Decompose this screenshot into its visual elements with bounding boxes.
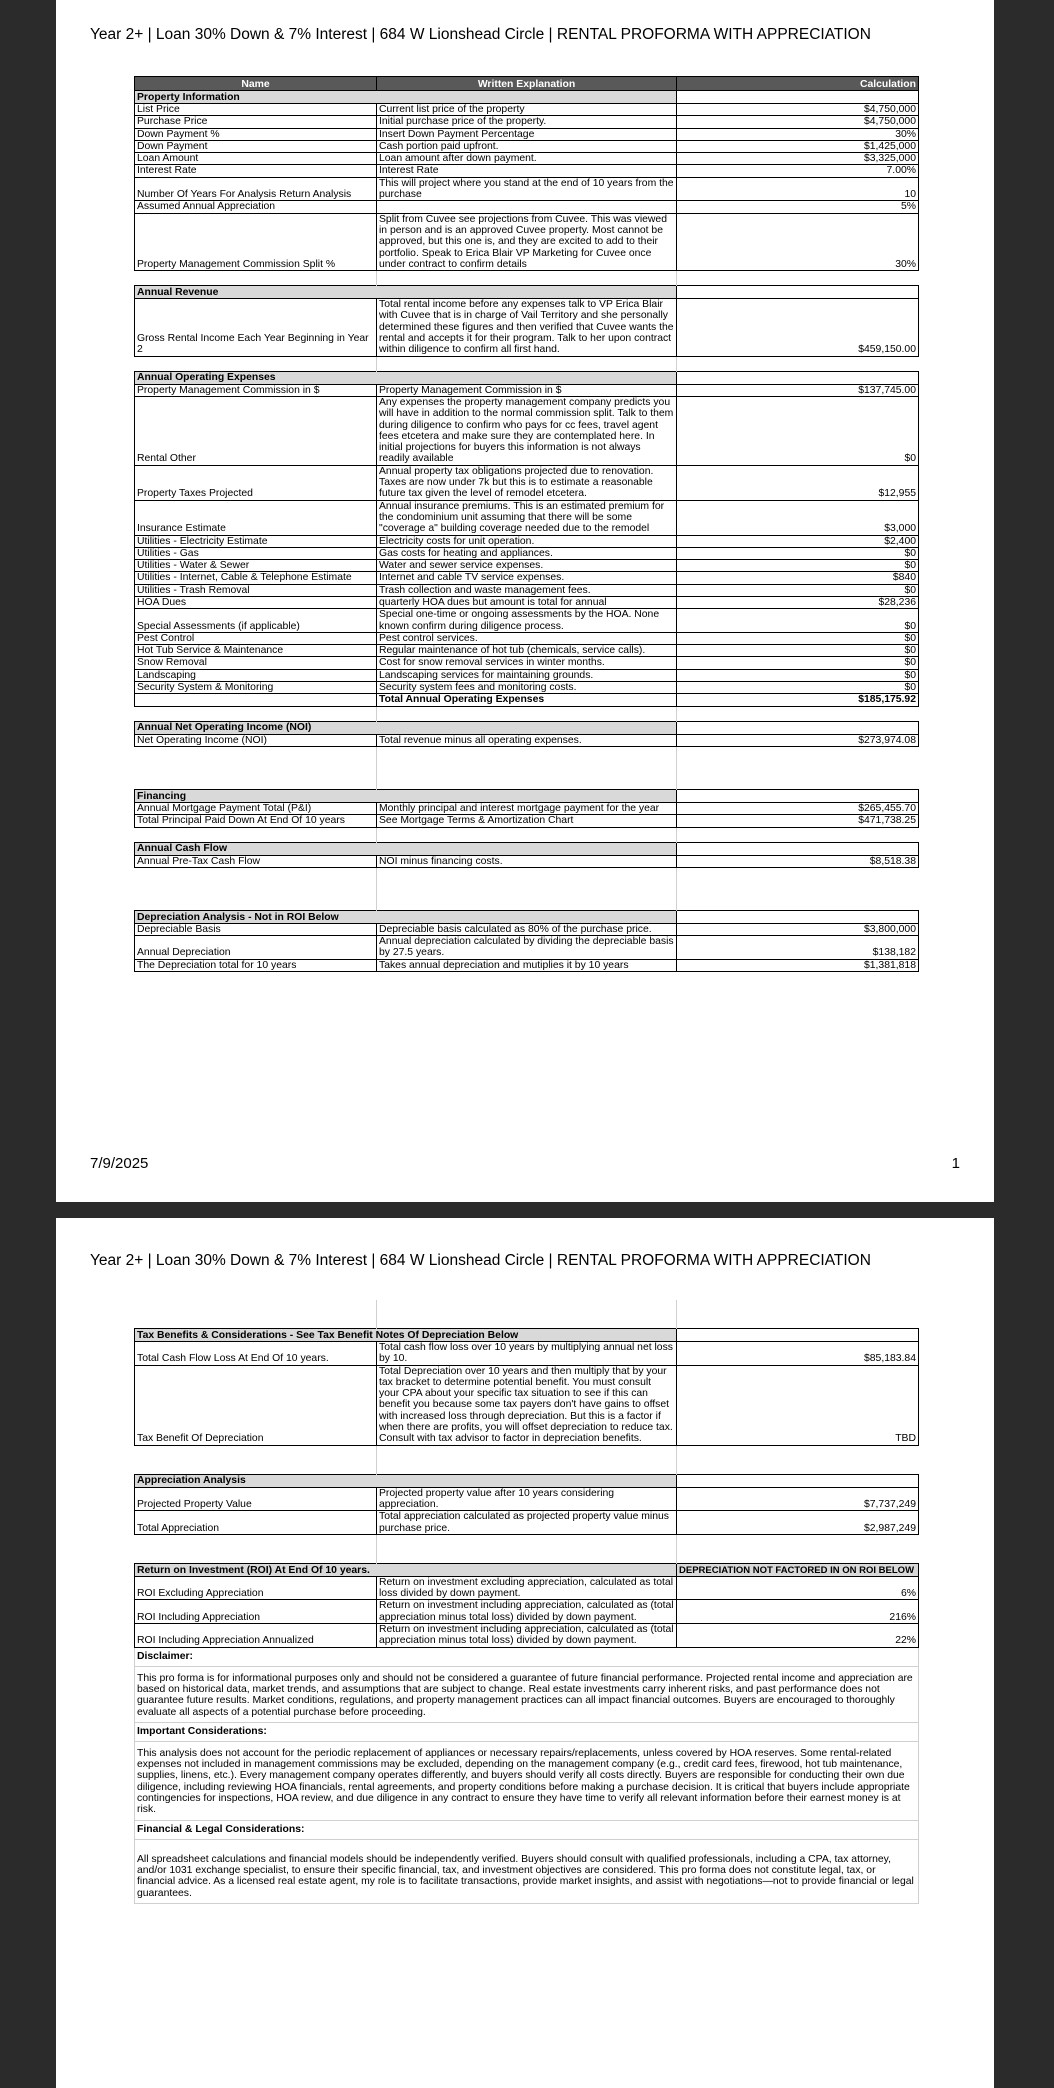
spacer-row [135,706,919,721]
spacer-row [135,1314,919,1329]
row-value: $265,455.70 [677,802,919,814]
disclaimer-heading-row [135,1647,919,1666]
row-explanation: Interest Rate [377,165,677,177]
table-row [135,584,919,596]
row-name: Gross Rental Income Each Year Beginning in Year 2 [135,299,377,356]
row-explanation: Takes annual depreciation and mutiplies it by 10 years [377,959,677,971]
section-operating-expenses [135,371,919,694]
row-explanation: Total rental income before any expenses talk to VP Erica Blair with Cuvee that is in charge of Vail Territory and she personally determined these figures and then verified that Cuvee wants the rental and accepts it for their program. Talk to her upon contract within diligence to confirm all first hand. [377,299,677,356]
row-explanation: Cash portion paid upfront. [377,140,677,152]
page-header-title: Year 2+ | Loan 30% Down & 7% Interest | 684 W Lionshead Circle | RENTAL PROFORMA WITH APPRECIATION [90,1252,871,1269]
section-title: Tax Benefits & Considerations - See Tax Benefit Notes Of Depreciation Below [135,1329,677,1342]
table-row [135,959,919,971]
row-value: $7,737,249 [677,1487,919,1511]
section-cash-flow [135,842,919,867]
row-explanation: Total cash flow loss over 10 years by multiplying annual net loss by 10. [377,1342,677,1366]
row-explanation: Total appreciation calculated as projected property value minus purchase price. [377,1511,677,1535]
row-explanation: Annual depreciation calculated by dividing the depreciable basis by 27.5 years. [377,936,677,960]
row-value: $0 [677,560,919,572]
row-name: Down Payment % [135,128,377,140]
spacer-row [135,882,919,896]
table-row [135,1365,919,1445]
row-name: Pest Control [135,632,377,644]
important-text: This analysis does not account for the periodic replacement of appliances or necessary repairs/replacements, unless covered by HOA reserves. Some rental-related expenses not included in management commissions may be excluded, depending on the management company (e.g., credit card fees, firewood, hot tub maintenance, supplies, linens, etc.). Every management company operates differently, and buyers should verify all costs directly. Buyers are responsible for conducting their own due diligence, including reviewing HOA financials, rental agreements, and property conditions before making a purchase decision. It is critical that buyers include appropriate contingencies for inspections, HOA review, and due diligence in any contract to ensure they have time to verify all relevant information before their earnest money is at risk. [135,1741,919,1820]
row-explanation: Trash collection and waste management fees. [377,584,677,596]
row-name: Rental Other [135,396,377,465]
section-heading-row [135,1474,919,1487]
section-roi [135,1563,919,1647]
row-explanation: NOI minus financing costs. [377,855,677,867]
row-name: Number Of Years For Analysis Return Analysis [135,177,377,201]
spacer-row [135,1460,919,1475]
table-row [135,632,919,644]
section-title: Annual Revenue [135,286,677,299]
row-value: $3,325,000 [677,153,919,165]
table-row [135,1511,919,1535]
row-value: TBD [677,1365,919,1445]
row-value: $840 [677,572,919,584]
section-property-information [135,91,919,271]
row-name: Utilities - Trash Removal [135,584,377,596]
row-explanation: See Mortgage Terms & Amortization Chart [377,815,677,827]
row-value: 30% [677,128,919,140]
section-title: Depreciation Analysis - Not in ROI Below [135,910,677,923]
important-title: Important Considerations: [135,1722,919,1741]
spacer [135,271,919,286]
section-heading-row [135,721,919,734]
important-text-row [135,1741,919,1820]
section-appreciation [135,1474,919,1534]
row-value: $4,750,000 [677,104,919,116]
legal-heading-row [135,1820,919,1839]
row-value: $137,745.00 [677,384,919,396]
row-value: $2,400 [677,535,919,547]
table-row [135,1576,919,1600]
row-name: List Price [135,104,377,116]
spacer [135,1300,919,1329]
row-name: Loan Amount [135,153,377,165]
row-name: Annual Depreciation [135,936,377,960]
row-explanation: Landscaping services for maintaining grounds. [377,669,677,681]
row-value: $1,425,000 [677,140,919,152]
row-name: Annual Pre-Tax Cash Flow [135,855,377,867]
section-annual-revenue [135,286,919,356]
row-name: Property Taxes Projected [135,465,377,500]
table-row [135,465,919,500]
section-heading-row [135,842,919,855]
table-row [135,923,919,935]
row-name: Interest Rate [135,165,377,177]
row-name: Net Operating Income (NOI) [135,734,377,746]
row-explanation: Regular maintenance of hot tub (chemicals, service calls). [377,645,677,657]
table-row [135,153,919,165]
row-name: Depreciable Basis [135,923,377,935]
spacer [135,746,919,789]
row-name: ROI Including Appreciation Annualized [135,1624,377,1648]
table-row [135,1342,919,1366]
proforma-table-page-1 [134,76,919,972]
row-name: Total Cash Flow Loss At End Of 10 years. [135,1342,377,1366]
row-explanation: Insert Down Payment Percentage [377,128,677,140]
row-explanation: Initial purchase price of the property. [377,116,677,128]
spacer-row [135,356,919,371]
footer-page-number: 1 [951,1155,960,1172]
table-row [135,1600,919,1624]
important-heading-row [135,1722,919,1741]
roi-note: DEPRECIATION NOT FACTORED IN ON ROI BELOW [677,1563,919,1576]
table-row [135,596,919,608]
table-row [135,669,919,681]
table-row [135,560,919,572]
table-row-total-expenses [135,694,919,706]
row-value: $28,236 [677,596,919,608]
row-value: 5% [677,201,919,213]
row-explanation: Return on investment including appreciation, calculated as (total appreciation minus total loss) divided by down payment. [377,1624,677,1648]
footer-date: 7/9/2025 [90,1155,149,1172]
spacer-row [135,1534,919,1549]
row-explanation: Annual property tax obligations projected due to renovation. Taxes are now under 7k but this is to estimate a reasonable future tax given the level of remodel etcetera. [377,465,677,500]
row-value: 30% [677,213,919,270]
row-name: Purchase Price [135,116,377,128]
section-heading-row [135,1563,919,1576]
spacer-row [135,271,919,286]
row-name: Utilities - Gas [135,547,377,559]
table-row [135,657,919,669]
table-row [135,645,919,657]
disclaimer-text: This pro forma is for informational purposes only and should not be considered a guarantee of future financial performance. Projected rental income and appreciation are based on historical data, market trends, and assumptions that are subject to change. Real estate investments carry inherent risks, and past performance does not guarantee future results. Market conditions, regulations, and property management practices can all impact financial outcomes. Buyers are encouraged to thoroughly evaluate all aspects of a potential purchase before proceeding. [135,1666,919,1722]
spacer [135,1534,919,1563]
row-explanation: Annual insurance premiums. This is an estimated premium for the condominium unit assuming that there will be some "coverage a" building coverage needed due to the remodel [377,500,677,535]
spacer-row [135,746,919,761]
row-value: $471,738.25 [677,815,919,827]
row-explanation [377,201,677,213]
row-value: $0 [677,669,919,681]
table-row [135,299,919,356]
table-row [135,734,919,746]
page-1 [56,0,994,1202]
table-row [135,609,919,633]
table-row [135,936,919,960]
table-row [135,104,919,116]
row-explanation: Split from Cuvee see projections from Cuvee. This was viewed in person and is an approved Cuvee property. Most cannot be approved, but this one is, and they are excited to add to their portfolio. Speak to Erica Blair VP Marketing for Cuvee once under contract to confirm details [377,213,677,270]
row-name: Security System & Monitoring [135,682,377,694]
table-row [135,384,919,396]
section-title: Financing [135,789,677,802]
section-title: Annual Net Operating Income (NOI) [135,721,677,734]
row-explanation: This will project where you stand at the end of 10 years from the purchase [377,177,677,201]
column-header-name: Name [135,77,377,91]
section-noi [135,721,919,746]
row-explanation: Return on investment excluding appreciation, calculated as total loss divided by down payment. [377,1576,677,1600]
row-explanation: Any expenses the property management company predicts you will have in addition to the normal commission split. Talk to them during diligence to confirm who pays for cc fees, travel agent fees etcetera and make sure they are contemplated here. In initial projections for buyers this information is not always readily available [377,396,677,465]
row-explanation: Return on investment including appreciation, calculated as (total appreciation minus total loss) divided by down payment. [377,1600,677,1624]
disclaimer-title: Disclaimer: [135,1647,919,1666]
row-explanation: Monthly principal and interest mortgage payment for the year [377,802,677,814]
row-name: Assumed Annual Appreciation [135,201,377,213]
row-value: 6% [677,1576,919,1600]
row-name: Utilities - Water & Sewer [135,560,377,572]
column-header-row [135,77,919,91]
row-value: 7.00% [677,165,919,177]
section-title: Appreciation Analysis [135,1474,677,1487]
table-row [135,201,919,213]
section-tax-benefits [135,1329,919,1446]
section-heading-row [135,91,919,104]
table-row [135,128,919,140]
section-title: Return on Investment (ROI) At End Of 10 years. [135,1563,677,1576]
table-row [135,535,919,547]
row-explanation: Internet and cable TV service expenses. [377,572,677,584]
row-name: ROI Including Appreciation [135,1600,377,1624]
row-name: Total Principal Paid Down At End Of 10 years [135,815,377,827]
spacer-row [135,1300,919,1314]
table-row [135,116,919,128]
table-row [135,1624,919,1648]
section-title: Property Information [135,91,677,104]
table-row [135,802,919,814]
row-name: ROI Excluding Appreciation [135,1576,377,1600]
table-row [135,855,919,867]
row-explanation: Cost for snow removal services in winter months. [377,657,677,669]
row-value: $1,381,818 [677,959,919,971]
section-title: Annual Operating Expenses [135,371,677,384]
spacer [135,1445,919,1474]
row-name: Insurance Estimate [135,500,377,535]
row-explanation: Electricity costs for unit operation. [377,535,677,547]
row-name: Property Management Commission Split % [135,213,377,270]
table-row [135,213,919,270]
legal-text-row [135,1839,919,1903]
spacer-row [135,1445,919,1460]
row-value: $0 [677,547,919,559]
row-value: $459,150.00 [677,299,919,356]
row-explanation: Depreciable basis calculated as 80% of the purchase price. [377,923,677,935]
legal-title: Financial & Legal Considerations: [135,1820,919,1839]
table-row [135,177,919,201]
row-value: 10 [677,177,919,201]
row-value: $3,800,000 [677,923,919,935]
row-value: $138,182 [677,936,919,960]
spacer-row [135,867,919,882]
table-row [135,1487,919,1511]
row-explanation: Current list price of the property [377,104,677,116]
table-row [135,572,919,584]
disclaimer-block [135,1647,919,1903]
row-name: Special Assessments (if applicable) [135,609,377,633]
row-name: HOA Dues [135,596,377,608]
table-row [135,547,919,559]
row-name: The Depreciation total for 10 years [135,959,377,971]
table-row [135,682,919,694]
row-explanation: Projected property value after 10 years considering appreciation. [377,1487,677,1511]
table-row [135,165,919,177]
section-heading-row [135,789,919,802]
row-value: $8,518.38 [677,855,919,867]
row-explanation: Property Management Commission in $ [377,384,677,396]
row-name: Utilities - Internet, Cable & Telephone Estimate [135,572,377,584]
row-value: 216% [677,1600,919,1624]
row-value: $273,974.08 [677,734,919,746]
row-value: 22% [677,1624,919,1648]
row-explanation: Security system fees and monitoring costs. [377,682,677,694]
total-expenses-label: Total Annual Operating Expenses [377,694,677,706]
row-explanation: Water and sewer service expenses. [377,560,677,572]
row-name: Projected Property Value [135,1487,377,1511]
proforma-table-page-2 [134,1300,919,1904]
spacer [135,867,919,910]
row-value: $0 [677,645,919,657]
row-name: Landscaping [135,669,377,681]
column-header-calculation: Calculation [677,77,919,91]
legal-text: All spreadsheet calculations and financial models should be independently verified. Buyers should consult with qualified professionals, including a CPA, tax attorney, and/or 1031 exchange specialist, to ensure their specific financial, tax, and investment objectives are considered. This pro forma does not constitute legal, tax, or financial advice. As a licensed real estate agent, my role is to facilitate transactions, provide market insights, and assist with negotiations—not to provide financial or legal guarantees. [135,1839,919,1903]
spacer [135,827,919,842]
spacer [135,706,919,721]
row-value: $4,750,000 [677,116,919,128]
row-name: Hot Tub Service & Maintenance [135,645,377,657]
operating-expenses-total [135,694,919,706]
section-heading-row [135,286,919,299]
spacer-row [135,761,919,775]
row-value: $12,955 [677,465,919,500]
row-name: Tax Benefit Of Depreciation [135,1365,377,1445]
column-header-explanation: Written Explanation [377,77,677,91]
spacer [135,356,919,371]
row-name: Utilities - Electricity Estimate [135,535,377,547]
row-value: $0 [677,609,919,633]
spacer-row [135,1549,919,1564]
page-2 [56,1218,994,2088]
row-explanation: Total Depreciation over 10 years and then multiply that by your tax bracket to determine potential benefit. You must consult your CPA about your specific tax situation to see if this can benefit you because some tax payers don't have gains to offset with increased loss through depreciation. But this is a factor if when there are profits, you will offset depreciation to reduce tax. Consult with tax advisor to factor in depreciation benefits. [377,1365,677,1445]
spacer-row [135,896,919,911]
row-explanation: Total revenue minus all operating expenses. [377,734,677,746]
page-header-title: Year 2+ | Loan 30% Down & 7% Interest | 684 W Lionshead Circle | RENTAL PROFORMA WITH APPRECIATION [90,26,871,43]
disclaimer-text-row [135,1666,919,1722]
row-name: Total Appreciation [135,1511,377,1535]
section-heading-row [135,1329,919,1342]
section-heading-row [135,910,919,923]
section-depreciation [135,910,919,971]
table-row [135,396,919,465]
section-financing [135,789,919,827]
row-name: Property Management Commission in $ [135,384,377,396]
row-explanation: Special one-time or ongoing assessments by the HOA. None known confirm during diligence process. [377,609,677,633]
row-value: $0 [677,584,919,596]
total-expenses-value: $185,175.92 [677,694,919,706]
row-value: $2,987,249 [677,1511,919,1535]
table-row [135,815,919,827]
table-row [135,140,919,152]
section-title: Annual Cash Flow [135,842,677,855]
row-name: Annual Mortgage Payment Total (P&I) [135,802,377,814]
row-name: Snow Removal [135,657,377,669]
row-name: Down Payment [135,140,377,152]
row-explanation: Loan amount after down payment. [377,153,677,165]
section-heading-row [135,371,919,384]
row-value: $0 [677,682,919,694]
spacer-row [135,827,919,842]
row-value: $0 [677,396,919,465]
row-value: $0 [677,632,919,644]
row-value: $3,000 [677,500,919,535]
row-explanation: Pest control services. [377,632,677,644]
row-explanation: Gas costs for heating and appliances. [377,547,677,559]
row-explanation: quarterly HOA dues but amount is total for annual [377,596,677,608]
table-row [135,500,919,535]
row-value: $0 [677,657,919,669]
spacer-row [135,775,919,790]
row-value: $85,183.84 [677,1342,919,1366]
